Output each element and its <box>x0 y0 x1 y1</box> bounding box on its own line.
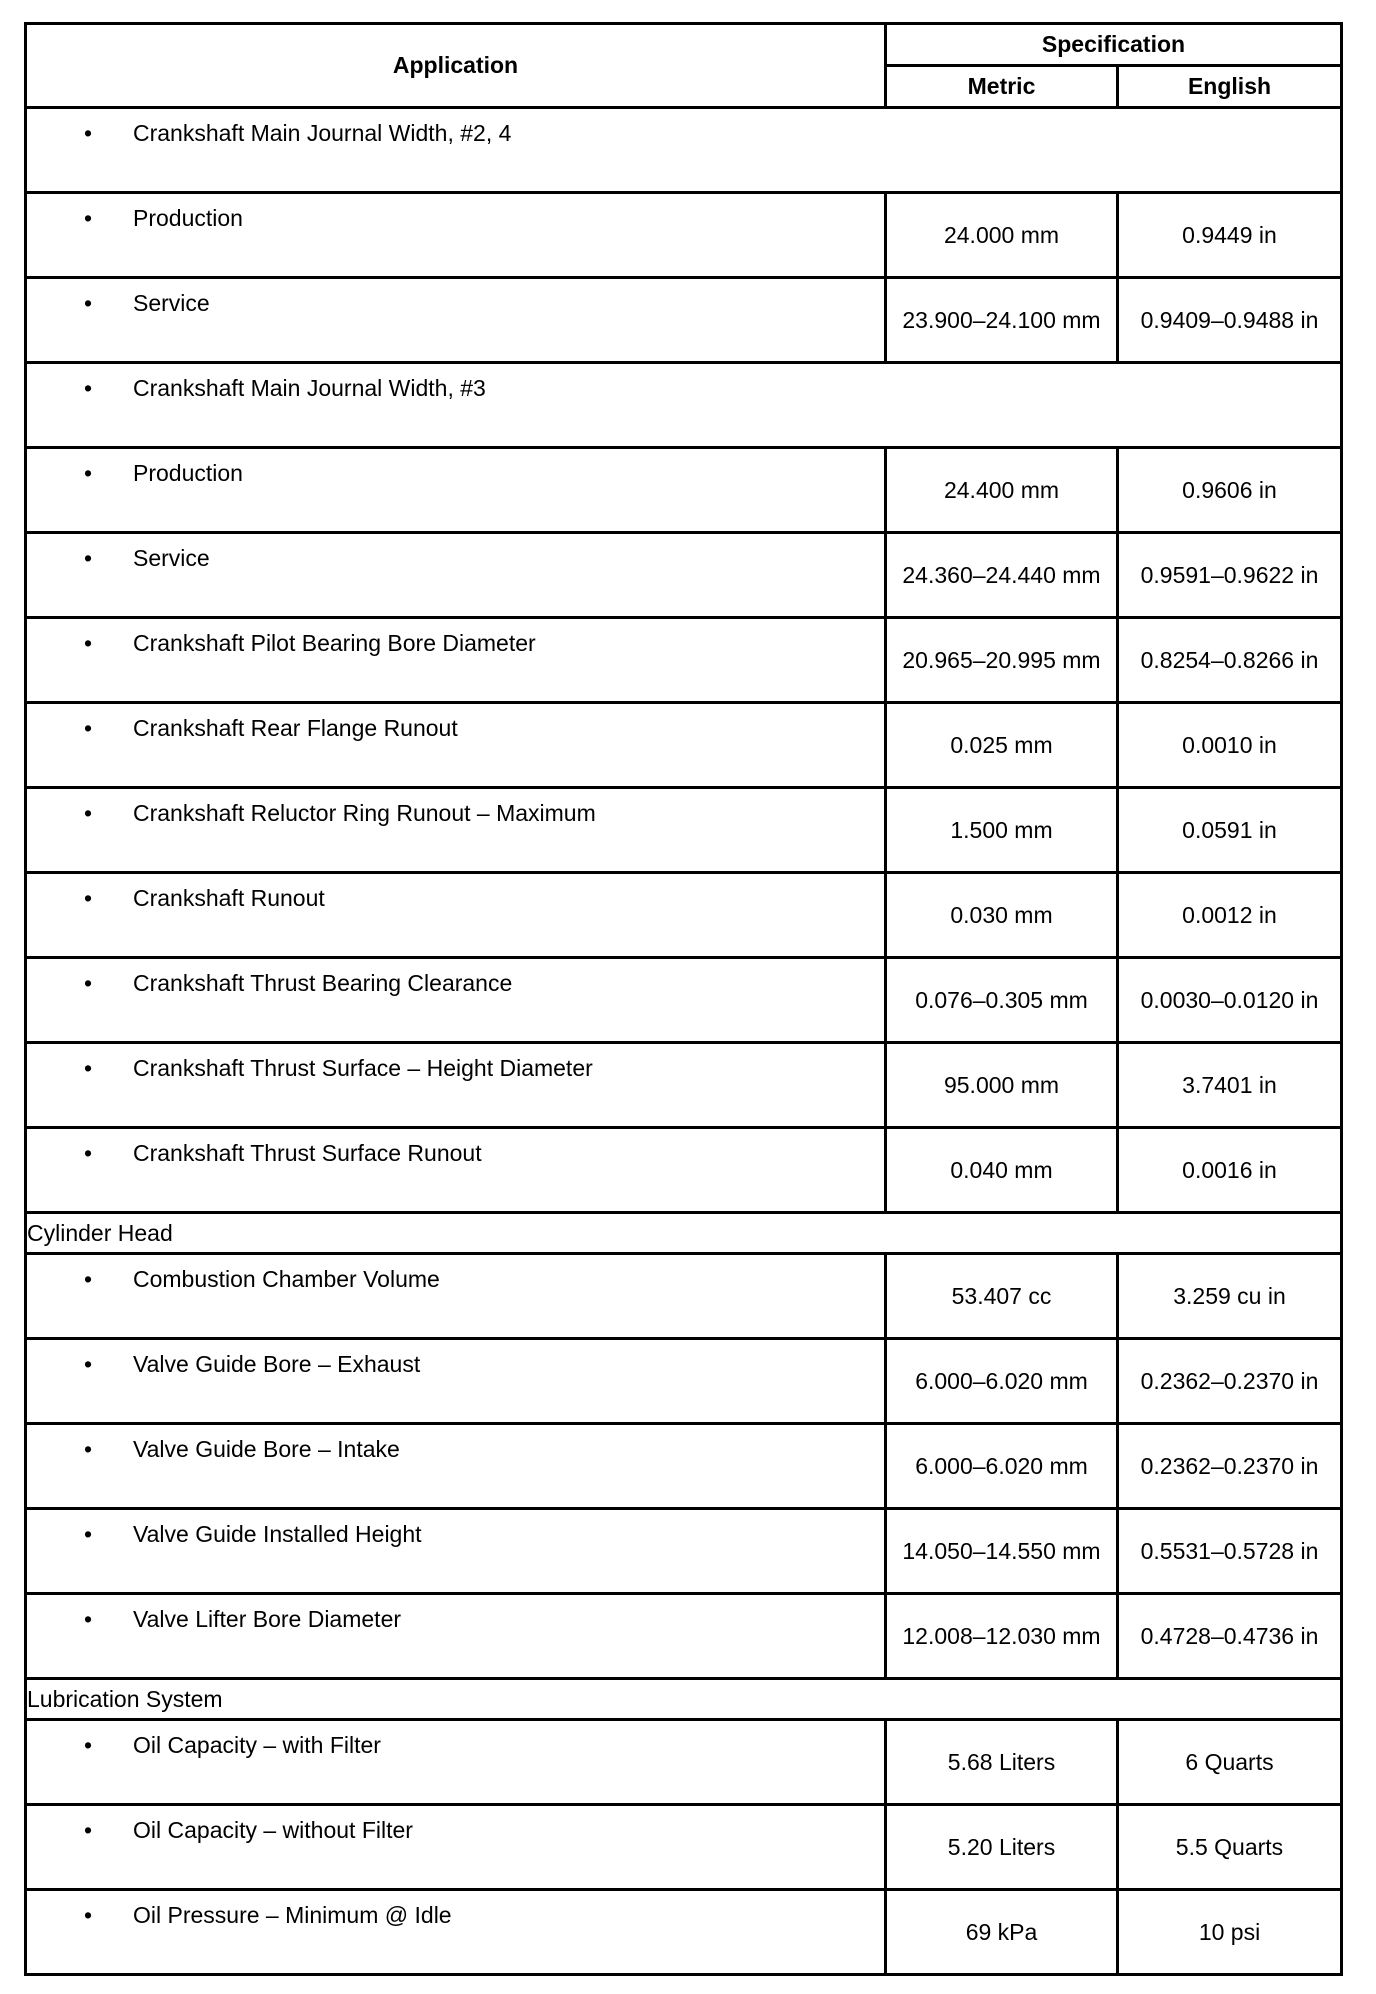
english-value: 0.0010 in <box>1118 703 1342 788</box>
metric-value: 69 kPa <box>886 1890 1118 1975</box>
table-row <box>26 1254 1342 1339</box>
application-label: Service <box>133 290 210 316</box>
english-value: 5.5 Quarts <box>1118 1805 1342 1890</box>
application-cell <box>26 533 886 618</box>
bullet-icon: • <box>84 205 93 231</box>
section-row <box>26 1679 1342 1720</box>
metric-value: 5.68 Liters <box>886 1720 1118 1805</box>
application-cell <box>26 958 886 1043</box>
bullet-icon: • <box>84 375 93 401</box>
section-heading: Cylinder Head <box>26 1213 1342 1254</box>
specification-header: Specification <box>886 24 1342 66</box>
group-row <box>26 108 1342 193</box>
section-heading: Lubrication System <box>26 1679 1342 1720</box>
metric-value: 24.000 mm <box>886 193 1118 278</box>
application-label: Crankshaft Main Journal Width, #2, 4 <box>133 120 512 146</box>
bullet-icon: • <box>84 715 93 741</box>
bullet-icon: • <box>84 1606 93 1632</box>
english-value: 10 psi <box>1118 1890 1342 1975</box>
table-row <box>26 618 1342 703</box>
bullet-icon: • <box>84 1902 93 1928</box>
metric-value: 0.040 mm <box>886 1128 1118 1213</box>
metric-value: 6.000–6.020 mm <box>886 1424 1118 1509</box>
table-row <box>26 1128 1342 1213</box>
metric-value: 53.407 cc <box>886 1254 1118 1339</box>
application-cell <box>26 1424 886 1509</box>
table-row <box>26 788 1342 873</box>
application-cell <box>26 1509 886 1594</box>
application-cell <box>26 278 886 363</box>
application-cell <box>26 788 886 873</box>
english-value: 0.0591 in <box>1118 788 1342 873</box>
bullet-icon: • <box>84 1351 93 1377</box>
application-label: Crankshaft Thrust Bearing Clearance <box>133 970 513 996</box>
bullet-icon: • <box>84 970 93 996</box>
table-row <box>26 448 1342 533</box>
metric-value: 24.400 mm <box>886 448 1118 533</box>
english-value: 0.9409–0.9488 in <box>1118 278 1342 363</box>
table-row <box>26 278 1342 363</box>
metric-header: Metric <box>886 66 1118 108</box>
table-row <box>26 1594 1342 1679</box>
application-label: Oil Capacity – with Filter <box>133 1732 381 1758</box>
english-value: 0.9591–0.9622 in <box>1118 533 1342 618</box>
english-value: 0.0016 in <box>1118 1128 1342 1213</box>
metric-value: 12.008–12.030 mm <box>886 1594 1118 1679</box>
application-cell <box>26 1805 886 1890</box>
application-cell <box>26 448 886 533</box>
table-row <box>26 703 1342 788</box>
application-label: Crankshaft Main Journal Width, #3 <box>133 375 486 401</box>
application-label: Oil Pressure – Minimum @ Idle <box>133 1902 452 1928</box>
metric-value: 0.076–0.305 mm <box>886 958 1118 1043</box>
metric-value: 24.360–24.440 mm <box>886 533 1118 618</box>
application-cell <box>26 873 886 958</box>
application-label: Production <box>133 460 243 486</box>
bullet-icon: • <box>84 1055 93 1081</box>
application-label: Valve Guide Bore – Exhaust <box>133 1351 421 1377</box>
english-value: 0.4728–0.4736 in <box>1118 1594 1342 1679</box>
bullet-icon: • <box>84 630 93 656</box>
application-header: Application <box>26 24 886 108</box>
metric-value: 1.500 mm <box>886 788 1118 873</box>
group-row <box>26 363 1342 448</box>
application-label: Valve Guide Bore – Intake <box>133 1436 400 1462</box>
application-cell <box>26 703 886 788</box>
application-label: Crankshaft Rear Flange Runout <box>133 715 458 741</box>
application-label: Crankshaft Reluctor Ring Runout – Maximum <box>133 800 596 826</box>
english-value: 3.7401 in <box>1118 1043 1342 1128</box>
bullet-icon: • <box>84 1817 93 1843</box>
application-cell <box>26 1339 886 1424</box>
application-label: Crankshaft Runout <box>133 885 325 911</box>
english-value: 0.9606 in <box>1118 448 1342 533</box>
bullet-icon: • <box>84 120 93 146</box>
table-row <box>26 1424 1342 1509</box>
english-value: 6 Quarts <box>1118 1720 1342 1805</box>
english-value: 0.5531–0.5728 in <box>1118 1509 1342 1594</box>
metric-value: 20.965–20.995 mm <box>886 618 1118 703</box>
bullet-icon: • <box>84 545 93 571</box>
english-header: English <box>1118 66 1342 108</box>
application-label: Crankshaft Pilot Bearing Bore Diameter <box>133 630 536 656</box>
table-row <box>26 873 1342 958</box>
english-value: 0.0012 in <box>1118 873 1342 958</box>
application-label: Oil Capacity – without Filter <box>133 1817 413 1843</box>
metric-value: 0.030 mm <box>886 873 1118 958</box>
application-label: Crankshaft Thrust Surface Runout <box>133 1140 482 1166</box>
metric-value: 6.000–6.020 mm <box>886 1339 1118 1424</box>
application-cell <box>26 1043 886 1128</box>
application-cell <box>26 1890 886 1975</box>
application-cell <box>26 1254 886 1339</box>
application-label: Valve Guide Installed Height <box>133 1521 422 1547</box>
application-cell <box>26 1720 886 1805</box>
specification-rows <box>26 108 1342 1975</box>
table-row <box>26 193 1342 278</box>
application-label: Service <box>133 545 210 571</box>
application-label: Crankshaft Thrust Surface – Height Diameter <box>133 1055 593 1081</box>
application-cell <box>26 193 886 278</box>
application-cell <box>26 363 1342 448</box>
application-cell <box>26 1128 886 1213</box>
metric-value: 23.900–24.100 mm <box>886 278 1118 363</box>
table-row <box>26 1805 1342 1890</box>
bullet-icon: • <box>84 1436 93 1462</box>
bullet-icon: • <box>84 800 93 826</box>
table-row <box>26 1509 1342 1594</box>
bullet-icon: • <box>84 1140 93 1166</box>
metric-value: 14.050–14.550 mm <box>886 1509 1118 1594</box>
table-row <box>26 1890 1342 1975</box>
metric-value: 0.025 mm <box>886 703 1118 788</box>
table-row <box>26 533 1342 618</box>
english-value: 0.2362–0.2370 in <box>1118 1339 1342 1424</box>
bullet-icon: • <box>84 290 93 316</box>
english-value: 3.259 cu in <box>1118 1254 1342 1339</box>
english-value: 0.0030–0.0120 in <box>1118 958 1342 1043</box>
application-cell <box>26 618 886 703</box>
application-label: Production <box>133 205 243 231</box>
application-cell <box>26 108 1342 193</box>
application-cell <box>26 1594 886 1679</box>
table-row <box>26 958 1342 1043</box>
table-row <box>26 1339 1342 1424</box>
bullet-icon: • <box>84 1521 93 1547</box>
application-label: Valve Lifter Bore Diameter <box>133 1606 402 1632</box>
specification-table <box>24 22 1343 1976</box>
english-value: 0.2362–0.2370 in <box>1118 1424 1342 1509</box>
bullet-icon: • <box>84 1266 93 1292</box>
application-label: Combustion Chamber Volume <box>133 1266 440 1292</box>
bullet-icon: • <box>84 1732 93 1758</box>
metric-value: 95.000 mm <box>886 1043 1118 1128</box>
bullet-icon: • <box>84 885 93 911</box>
metric-value: 5.20 Liters <box>886 1805 1118 1890</box>
bullet-icon: • <box>84 460 93 486</box>
section-row <box>26 1213 1342 1254</box>
english-value: 0.8254–0.8266 in <box>1118 618 1342 703</box>
table-row <box>26 1043 1342 1128</box>
table-row <box>26 1720 1342 1805</box>
english-value: 0.9449 in <box>1118 193 1342 278</box>
